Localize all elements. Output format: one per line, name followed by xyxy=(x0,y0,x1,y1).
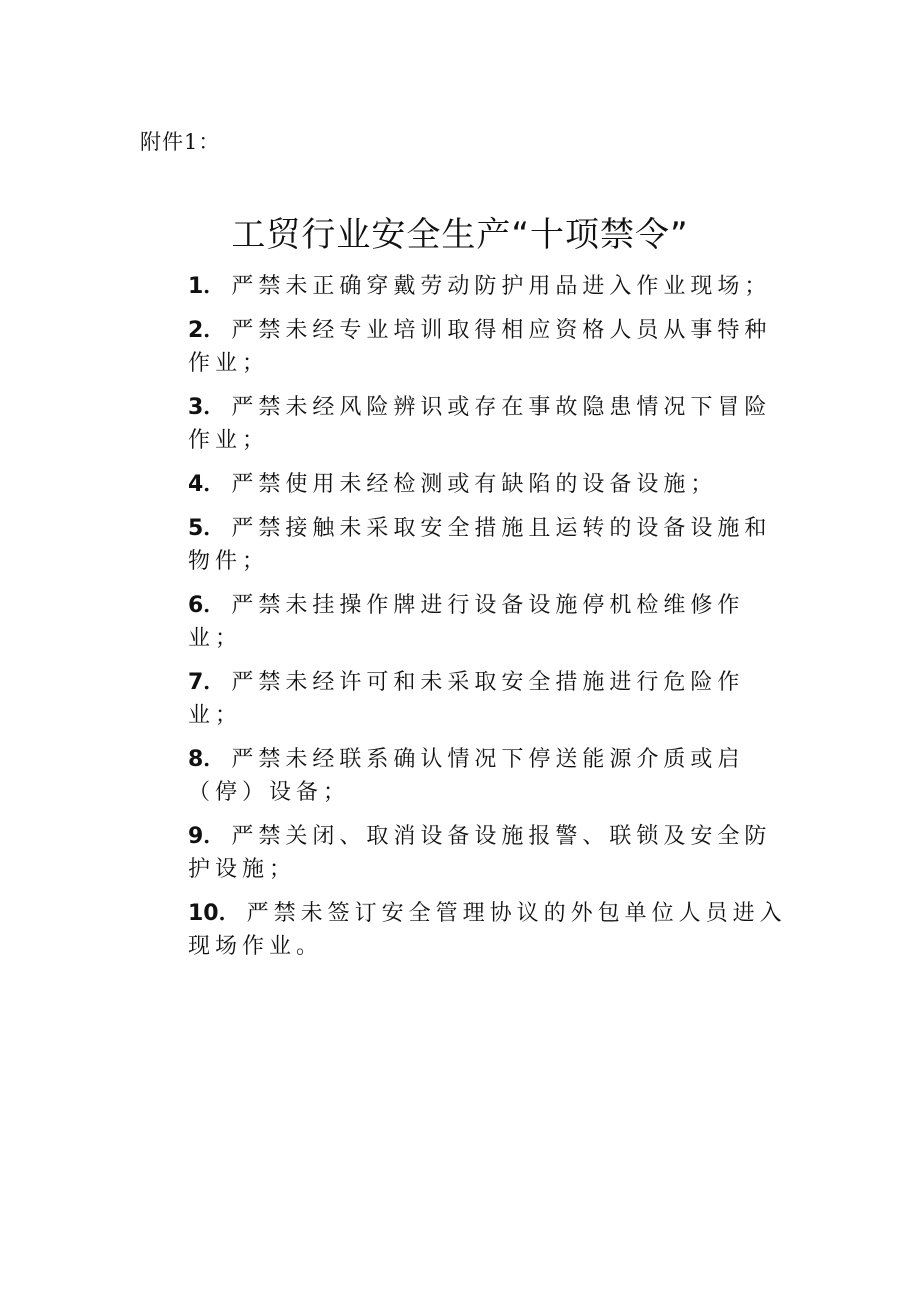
item-text: 严禁未经许可和未采取安全措施进行危险作业； xyxy=(188,670,745,728)
item-text: 严禁使用未经检测或有缺陷的设备设施； xyxy=(231,472,718,497)
item-number: 5． xyxy=(188,516,226,541)
item-number: 10． xyxy=(188,901,241,926)
item-text: 严禁未正确穿戴劳动防护用品进入作业现场； xyxy=(231,274,772,299)
item-number: 9． xyxy=(188,824,226,849)
attachment-label: 附件1： xyxy=(140,130,221,154)
list-item xyxy=(188,512,788,578)
list-item xyxy=(188,314,788,380)
list-item xyxy=(188,743,788,809)
list-item xyxy=(188,897,788,963)
item-number: 2． xyxy=(188,318,226,343)
list-item xyxy=(188,589,788,655)
item-text: 严禁关闭、取消设备设施报警、联锁及安全防护设施； xyxy=(188,824,772,882)
item-text: 严禁未挂操作牌进行设备设施停机检维修作业； xyxy=(188,593,745,651)
list-item xyxy=(188,270,788,303)
item-number: 4． xyxy=(188,472,226,497)
list-item xyxy=(188,391,788,457)
item-text: 严禁未经风险辨识或存在事故隐患情况下冒险作业； xyxy=(188,395,772,453)
list-item xyxy=(188,666,788,732)
item-number: 8． xyxy=(188,747,226,772)
item-number: 7． xyxy=(188,670,226,695)
item-text: 严禁未经专业培训取得相应资格人员从事特种作业； xyxy=(188,318,772,376)
list-item xyxy=(188,820,788,886)
item-number: 3． xyxy=(188,395,226,420)
document-title: 工贸行业安全生产“十项禁令” xyxy=(231,215,689,255)
item-number: 6． xyxy=(188,593,226,618)
item-number: 1． xyxy=(188,274,226,299)
list-item xyxy=(188,468,788,501)
item-text: 严禁接触未采取安全措施且运转的设备设施和物件； xyxy=(188,516,772,574)
prohibition-list xyxy=(188,270,788,974)
item-text: 严禁未签订安全管理协议的外包单位人员进入现场作业。 xyxy=(188,901,787,959)
item-text: 严禁未经联系确认情况下停送能源介质或启（停）设备； xyxy=(188,747,745,805)
